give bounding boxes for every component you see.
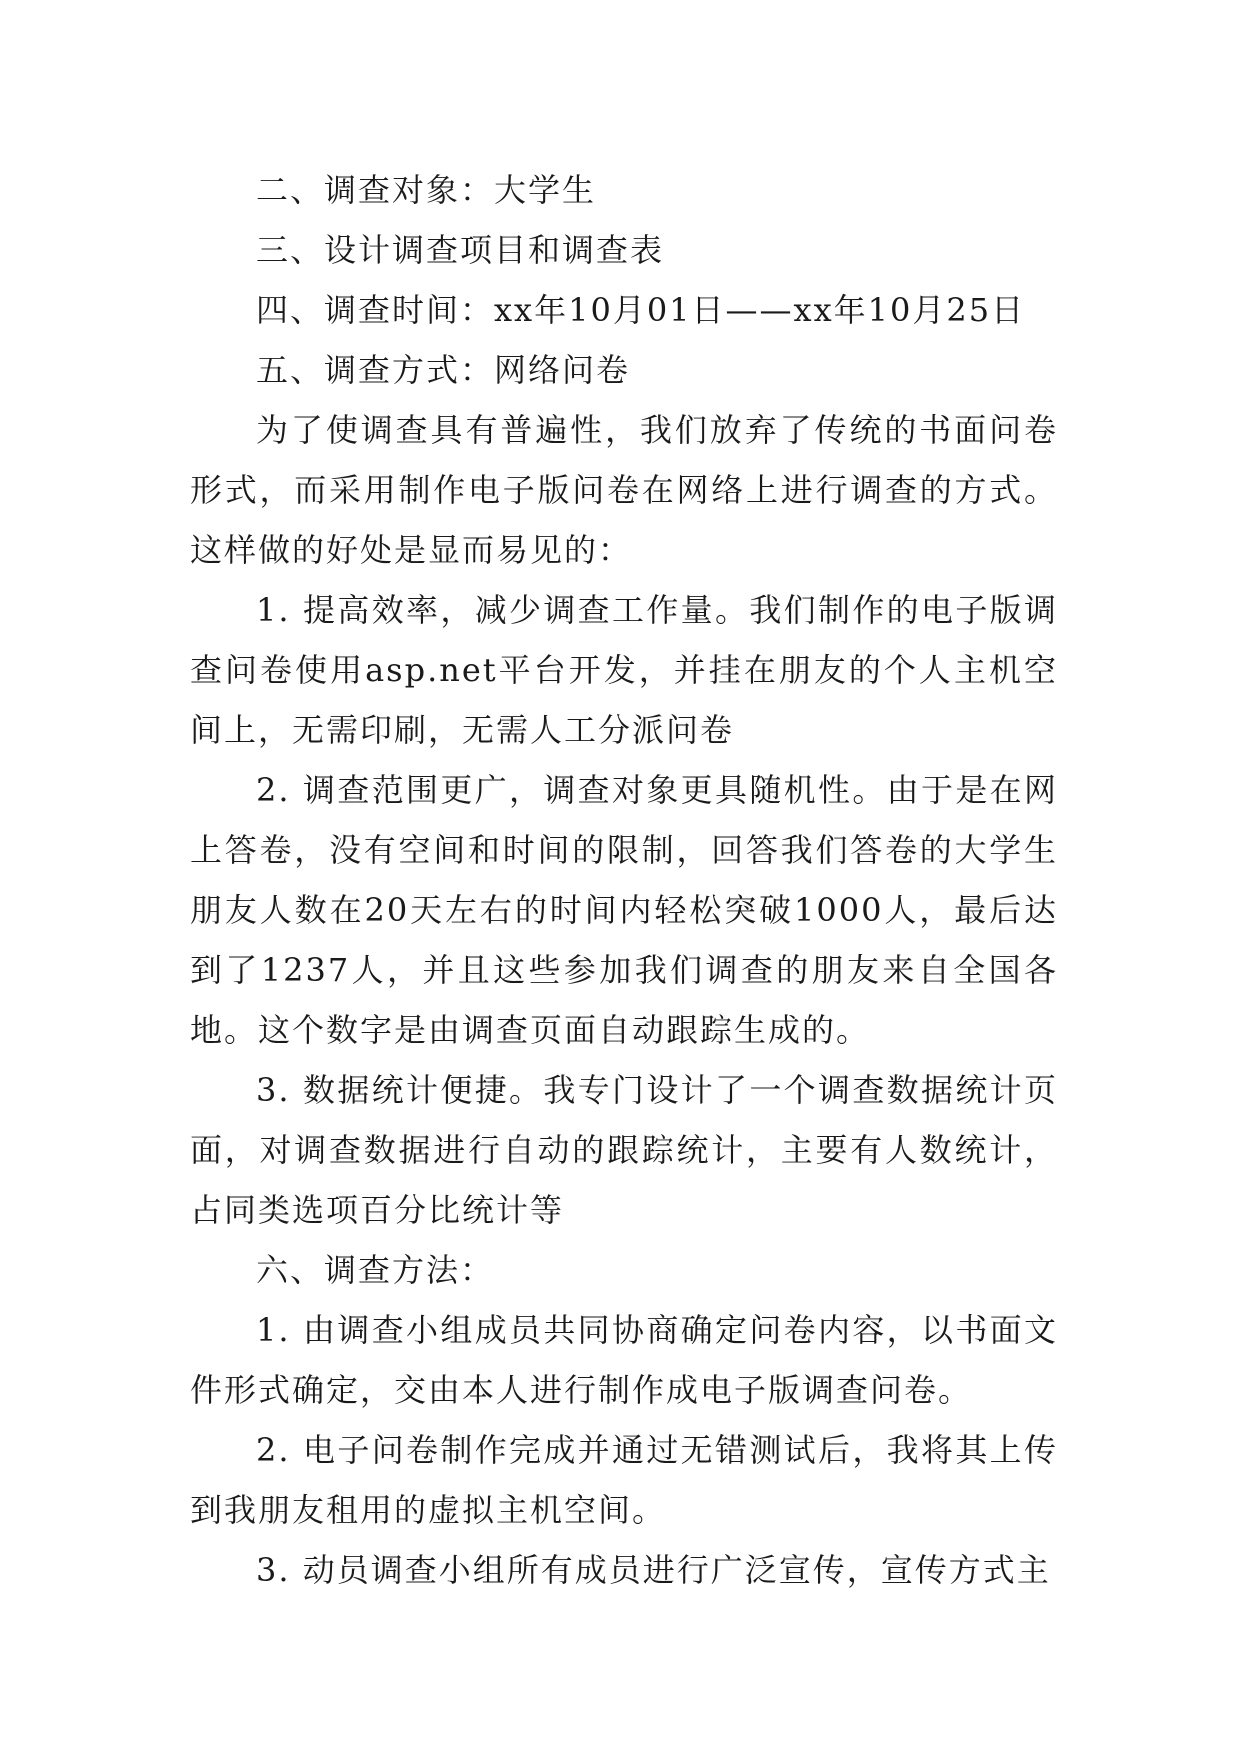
list-item-scope: 2. 调查范围更广，调查对象更具随机性。由于是在网上答卷，没有空间和时间的限制，回答我们答卷的大学生朋友人数在20天左右的时间内轻松突破1000人，最后达到了1237人，并且这些参加我们调查的朋友来自全国各地。这个数字是由调查页面自动跟踪生成的。 bbox=[190, 771, 1058, 1049]
paragraph-online-rationale: 为了使调查具有普遍性，我们放弃了传统的书面问卷形式，而采用制作电子版问卷在网络上进行调查的方式。这样做的好处是显而易见的： bbox=[190, 411, 1058, 569]
section-survey-procedure: 六、调查方法： bbox=[256, 1251, 495, 1289]
list-item-procedure-2: 2. 电子问卷制作完成并通过无错测试后，我将其上传到我朋友租用的虚拟主机空间。 bbox=[190, 1431, 1058, 1529]
list-item-procedure-3: 3. 动员调查小组所有成员进行广泛宣传，宣传方式主 bbox=[256, 1551, 1051, 1589]
section-survey-time: 四、调查时间：xx年10月01日——xx年10月25日 bbox=[256, 291, 1026, 329]
section-survey-method: 五、调查方式：网络问卷 bbox=[256, 351, 631, 389]
list-item-efficiency: 1. 提高效率，减少调查工作量。我们制作的电子版调查问卷使用asp.net平台开发，并挂在朋友的个人主机空间上，无需印刷，无需人工分派问卷 bbox=[190, 591, 1058, 749]
section-survey-design: 三、设计调查项目和调查表 bbox=[256, 231, 665, 269]
section-survey-subject: 二、调查对象：大学生 bbox=[256, 171, 597, 209]
document-body bbox=[190, 160, 1058, 1600]
list-item-statistics: 3. 数据统计便捷。我专门设计了一个调查数据统计页面，对调查数据进行自动的跟踪统计，主要有人数统计，占同类选项百分比统计等 bbox=[190, 1071, 1058, 1229]
list-item-procedure-1: 1. 由调查小组成员共同协商确定问卷内容，以书面文件形式确定，交由本人进行制作成电子版调查问卷。 bbox=[190, 1311, 1058, 1409]
